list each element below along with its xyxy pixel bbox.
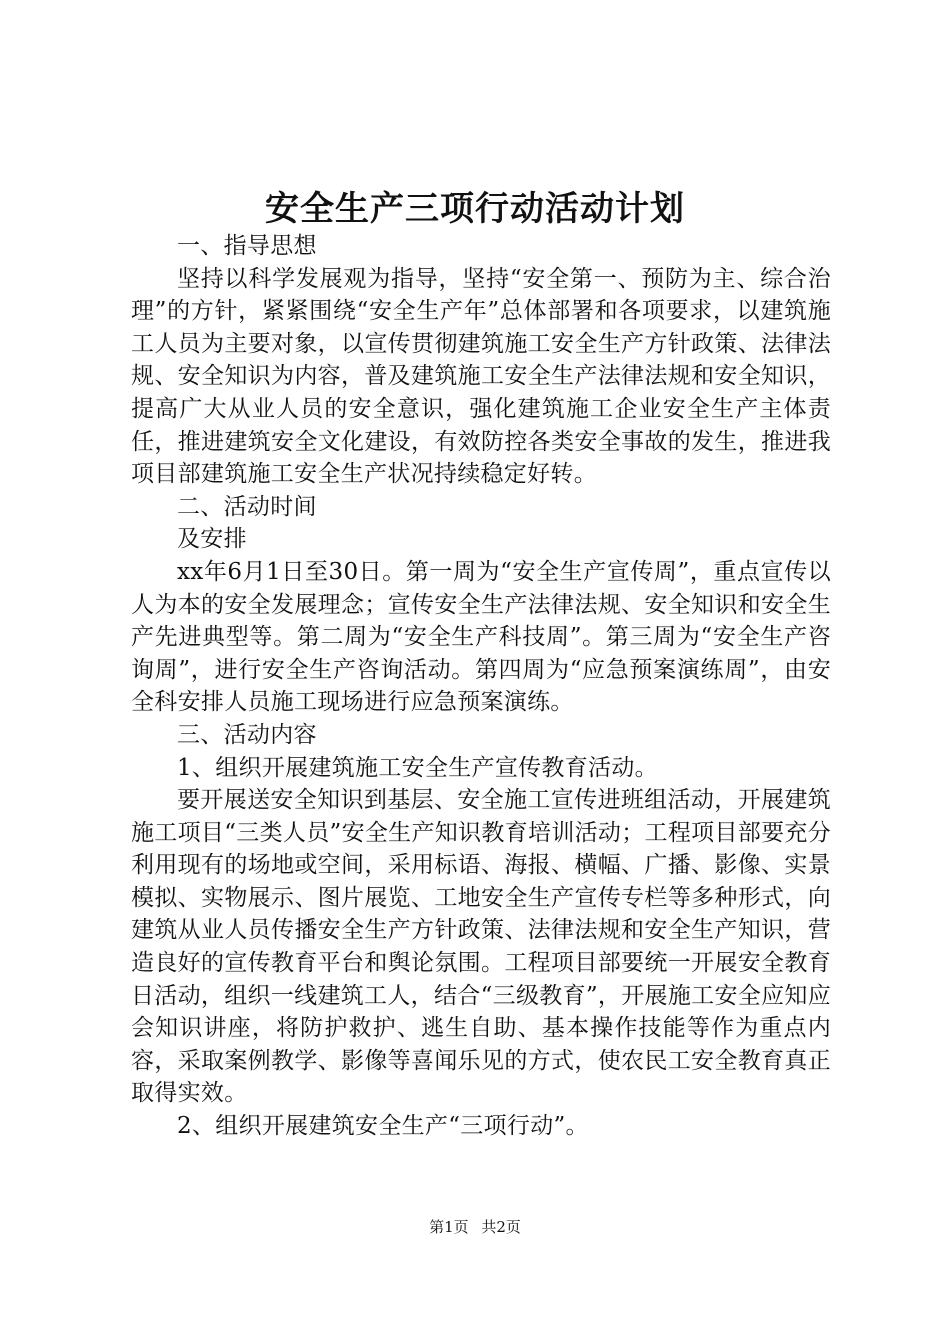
subheading-education-activity: 1、组织开展建筑施工安全生产宣传教育活动。 bbox=[177, 754, 658, 781]
section-heading-activity-time: 二、活动时间 bbox=[177, 493, 317, 520]
page-footer bbox=[0, 1217, 950, 1237]
paragraph-guiding-ideology: 坚持以科学发展观为指导，坚持“安全第一、预防为主、综合治理”的方针，紧紧围绕“安全生产年”总体部署和各项要求，以建筑施工人员为主要对象，以宣传贯彻建筑施工安全生产方针政策、法律法规、安全知识为内容，普及建筑施工安全生产法律法规和安全知识，提高广大从业人员的安全意识，强化建筑施工企业安全生产主体责任，推进建筑安全文化建设，有效防控各类安全事故的发生，推进我项目部建筑施工安全生产状况持续稳定好转。 bbox=[131, 265, 831, 488]
section-heading-guiding-ideology: 一、指导思想 bbox=[177, 233, 317, 259]
document-title: 安全生产三项行动活动计划 bbox=[265, 189, 685, 229]
paragraph-activity-schedule: xx年6月1日至30日。第一周为“安全生产宣传周”，重点宣传以人为本的安全发展理念；宣传安全生产法律法规、安全知识和安全生产先进典型等。第二周为“安全生产科技周”。第三周为“安全生产咨询周”，进行安全生产咨询活动。第四周为“应急预案演练周”，由安全科安排人员施工现场进行应急预案演练。 bbox=[131, 558, 831, 716]
paragraph-education-activity: 要开展送安全知识到基层、安全施工宣传进班组活动，开展建筑施工项目“三类人员”安全生产知识教育培训活动；工程项目部要充分利用现有的场地或空间，采用标语、海报、横幅、广播、影像、实景模拟、实物展示、图片展览、工地安全生产宣传专栏等多种形式，向建筑从业人员传播安全生产方针政策、法律法规和安全生产知识，营造良好的宣传教育平台和舆论氛围。工程项目部要统一开展安全教育日活动，组织一线建筑工人，结合“三级教育”，开展施工安全应知应会知识讲座，将防护救护、逃生自助、基本操作技能等作为重点内容，采取案例教学、影像等喜闻乐见的方式，使农民工安全教育真正取得实效。 bbox=[131, 787, 831, 1107]
document-body bbox=[131, 230, 831, 1143]
page-total: 共2页 bbox=[481, 1218, 521, 1236]
section-heading-activity-content: 三、活动内容 bbox=[177, 721, 317, 748]
subheading-three-actions: 2、组织开展建筑安全生产“三项行动”。 bbox=[177, 1113, 589, 1140]
page-number: 第1页 bbox=[429, 1218, 469, 1236]
section-heading-arrangement: 及安排 bbox=[177, 526, 247, 553]
